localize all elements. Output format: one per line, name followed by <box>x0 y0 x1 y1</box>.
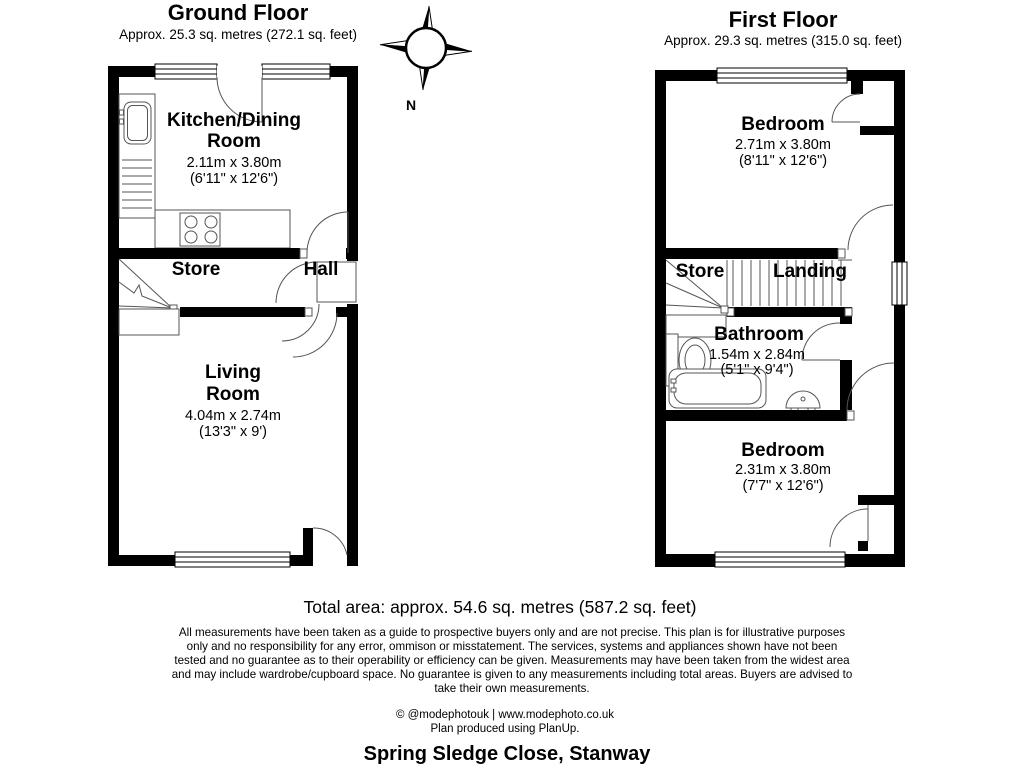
bedroom-front-dims-metric: 2.71m x 3.80m <box>735 137 831 153</box>
bathroom-dims-imperial: (5'1" x 9'4") <box>720 362 794 378</box>
compass-rose-icon <box>375 3 485 115</box>
living-room-label-2: Room <box>206 384 260 405</box>
compass-north-label: N <box>405 97 417 113</box>
kitchen-counter <box>155 210 290 248</box>
disclaimer <box>0 626 1024 696</box>
bathroom-label: Bathroom <box>714 324 804 345</box>
bedroom-back-label: Bedroom <box>741 440 825 461</box>
produced-by-line: Plan produced using PlanUp. <box>430 723 580 735</box>
kitchen-label: Kitchen/Dining <box>166 110 302 131</box>
window <box>175 552 290 567</box>
disclaimer-line: and may include wardrobe/cupboard space. No guarantee is given to any measurements including total areas. Buyers are advised to <box>171 668 853 681</box>
window <box>717 68 847 83</box>
window <box>155 64 217 79</box>
hob <box>180 213 220 246</box>
total-area: Total area: approx. 54.6 sq. metres (587.2 sq. feet) <box>303 597 697 617</box>
disclaimer-line: tested and no guarantee as to their operability or efficiency can be given. Measurements may have been taken from the widest area <box>174 654 850 667</box>
living-room-label: Living <box>205 362 261 383</box>
bedroom-back-dims-metric: 2.31m x 3.80m <box>735 462 831 478</box>
living-dims-imperial: (13'3" x 9') <box>199 424 267 440</box>
bedroom-back-dims-imperial: (7'7" x 12'6") <box>742 478 824 494</box>
disclaimer-line: only and no responsibility for any error, ommison or misstatement. The services, systems and appliances shown have not been <box>186 640 838 653</box>
living-dims-metric: 4.04m x 2.74m <box>185 408 281 424</box>
interior-wall <box>666 248 838 259</box>
ground-floor-plan <box>108 66 358 566</box>
bedroom-front-dims-imperial: (8'11" x 12'6") <box>738 153 828 169</box>
kitchen-dims-imperial: (6'11" x 12'6") <box>189 171 279 187</box>
credit-line: © @modephotouk | www.modephoto.co.uk <box>395 709 615 721</box>
store-label: Store <box>171 259 221 280</box>
disclaimer-line: take their own measurements. <box>434 682 590 695</box>
window <box>715 552 845 567</box>
ground-floor-subtitle: Approx. 25.3 sq. metres (272.1 sq. feet) <box>119 27 357 42</box>
hall-label: Hall <box>303 259 339 280</box>
kitchen-dims-metric: 2.11m x 3.80m <box>186 155 282 171</box>
bathroom-dims-metric: 1.54m x 2.84m <box>709 347 805 363</box>
kitchen-sink <box>119 94 155 218</box>
bedroom-front-label: Bedroom <box>741 114 825 135</box>
interior-wall <box>666 410 847 421</box>
interior-wall <box>119 248 300 259</box>
interior-wall <box>840 317 852 324</box>
store-label: Store <box>675 261 725 282</box>
window <box>262 64 330 79</box>
first-floor-title: First Floor <box>728 7 838 32</box>
first-floor-plan <box>655 70 905 567</box>
first-floor-subtitle: Approx. 29.3 sq. metres (315.0 sq. feet) <box>664 33 902 48</box>
interior-wall <box>180 307 305 317</box>
window <box>892 262 907 305</box>
landing-label: Landing <box>773 261 847 282</box>
property-address: Spring Sledge Close, Stanway <box>363 743 651 765</box>
kitchen-label-2: Room <box>207 131 261 152</box>
disclaimer-line: All measurements have been taken as a guide to prospective buyers only and are not precise. This plan is for illustrative purposes <box>178 626 846 639</box>
ground-floor-title: Ground Floor <box>167 0 309 25</box>
